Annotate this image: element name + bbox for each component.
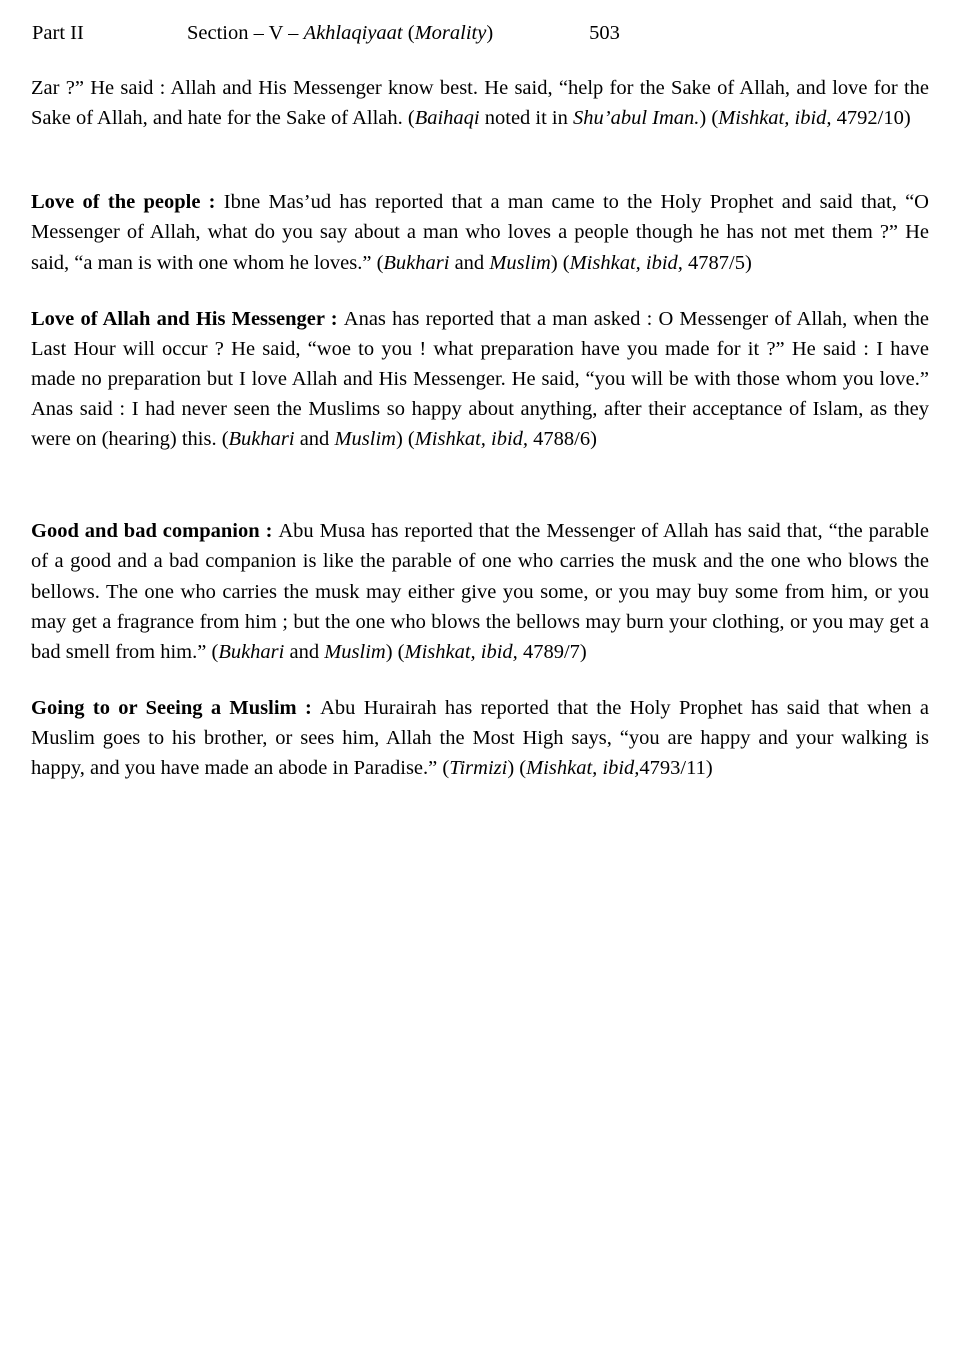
text-run: Abu Hurairah has reported that the Holy Prophet has said that when a Muslim goes to his brother, or sees him, Allah the Most High says, “you are happy and your walking is happy, and you have made an abode in Paradise.” (: [31, 696, 929, 780]
paragraph-love-of-allah-and-his-messenger: [30, 304, 930, 455]
page-header: [32, 22, 930, 47]
header-paren-open: (: [402, 22, 415, 44]
italic-run: Muslim: [489, 251, 551, 274]
italic-run: Tirmizi: [449, 757, 508, 780]
header-paren-close: ): [486, 22, 494, 44]
italic-run: Mishkat, ibid,: [404, 640, 518, 663]
text-run: Zar ?” He said : Allah and His Messenger know best. He said, “help for the Sake of Allah, and love for the Sake of Allah, and hate for the Sake of Allah. (: [31, 77, 929, 130]
spacer: [30, 667, 930, 693]
italic-run: Bukhari: [228, 428, 295, 451]
spacer: [30, 454, 930, 516]
text-run: Ibne Mas’ud has reported that a man came to the Holy Prophet and said that, “O Messenger of Allah, what do you say about a man who loves a people though he has not met them ?” He said, “a man is with one whom he loves.” (: [31, 191, 929, 274]
text-run: 4787/5): [682, 251, 752, 274]
text-run: 4792/10): [831, 107, 911, 130]
italic-run: Muslim: [324, 640, 386, 663]
page-number: 503: [589, 22, 620, 44]
text-run: noted it in: [479, 107, 574, 130]
italic-run: Mishkat, ibid,: [569, 251, 683, 274]
paragraph-love-of-the-people: [30, 187, 930, 277]
text-run: 4788/6): [528, 428, 597, 451]
header-section-subtitle: Morality: [414, 22, 487, 44]
italic-run: Mishkat, ibid,: [526, 757, 640, 780]
spacer: [30, 278, 930, 304]
text-run: Abu Musa has reported that the Messenger of Allah has said that, “the parable of a good and a bad companion is like the parable of one who carries the musk and the one who blows the bellows. The one who carries the musk may either give you some, or you may buy some from him, or you may get a fragrance from him ; but the one who blows the bellows may burn your clothing, or you may get a bad smell from him.” (: [31, 520, 929, 663]
header-section-prefix: Section – V –: [187, 22, 304, 44]
paragraph-going-to-or-seeing-a-muslim: [30, 693, 930, 783]
text-run: ) (: [699, 107, 719, 130]
text-run: ) (: [550, 251, 570, 274]
paragraph-continuation: [30, 73, 930, 133]
italic-run: Mishkat, ibid,: [718, 107, 832, 130]
spacer: [30, 133, 930, 187]
paragraph-lead-label: Love of Allah and His Messenger :: [31, 307, 344, 330]
text-run: and: [294, 428, 335, 451]
text-run: ) (: [507, 757, 527, 780]
paragraph-lead-label: Good and bad companion :: [31, 520, 279, 543]
italic-run: Bukhari: [218, 640, 285, 663]
header-section-title: Akhlaqiyaat: [303, 22, 403, 44]
text-run: 4789/7): [517, 640, 587, 663]
text-run: and: [449, 251, 490, 274]
italic-run: Mishkat, ibid,: [414, 428, 529, 451]
paragraph-lead-label: Going to or Seeing a Muslim :: [31, 696, 321, 719]
header-part-label: Part II: [32, 22, 84, 44]
text-run: ) (: [385, 640, 405, 663]
text-run: Anas has reported that a man asked : O Messenger of Allah, when the Last Hour will occur ? He said, “woe to you ! what preparation have you made for it ?” He said : I have made no preparation but I love Allah and His Messenger. He said, “you will be with those whom you love.” Anas said : I had never seen the Muslims so happy about anything, after their acceptance of Islam, as they were on (hearing) this. (: [31, 307, 929, 451]
italic-run: Baihaqi: [414, 107, 480, 130]
text-run: and: [284, 640, 325, 663]
header-section-label: [187, 22, 493, 45]
text-run: 4793/11): [639, 757, 713, 780]
paragraph-good-and-bad-companion: [30, 516, 930, 667]
text-run: ) (: [395, 428, 415, 451]
italic-run: Bukhari: [383, 251, 450, 274]
paragraph-lead-label: Love of the people :: [31, 191, 224, 214]
italic-run: Muslim: [334, 428, 396, 451]
italic-run: Shu’abul Iman.: [573, 107, 700, 130]
